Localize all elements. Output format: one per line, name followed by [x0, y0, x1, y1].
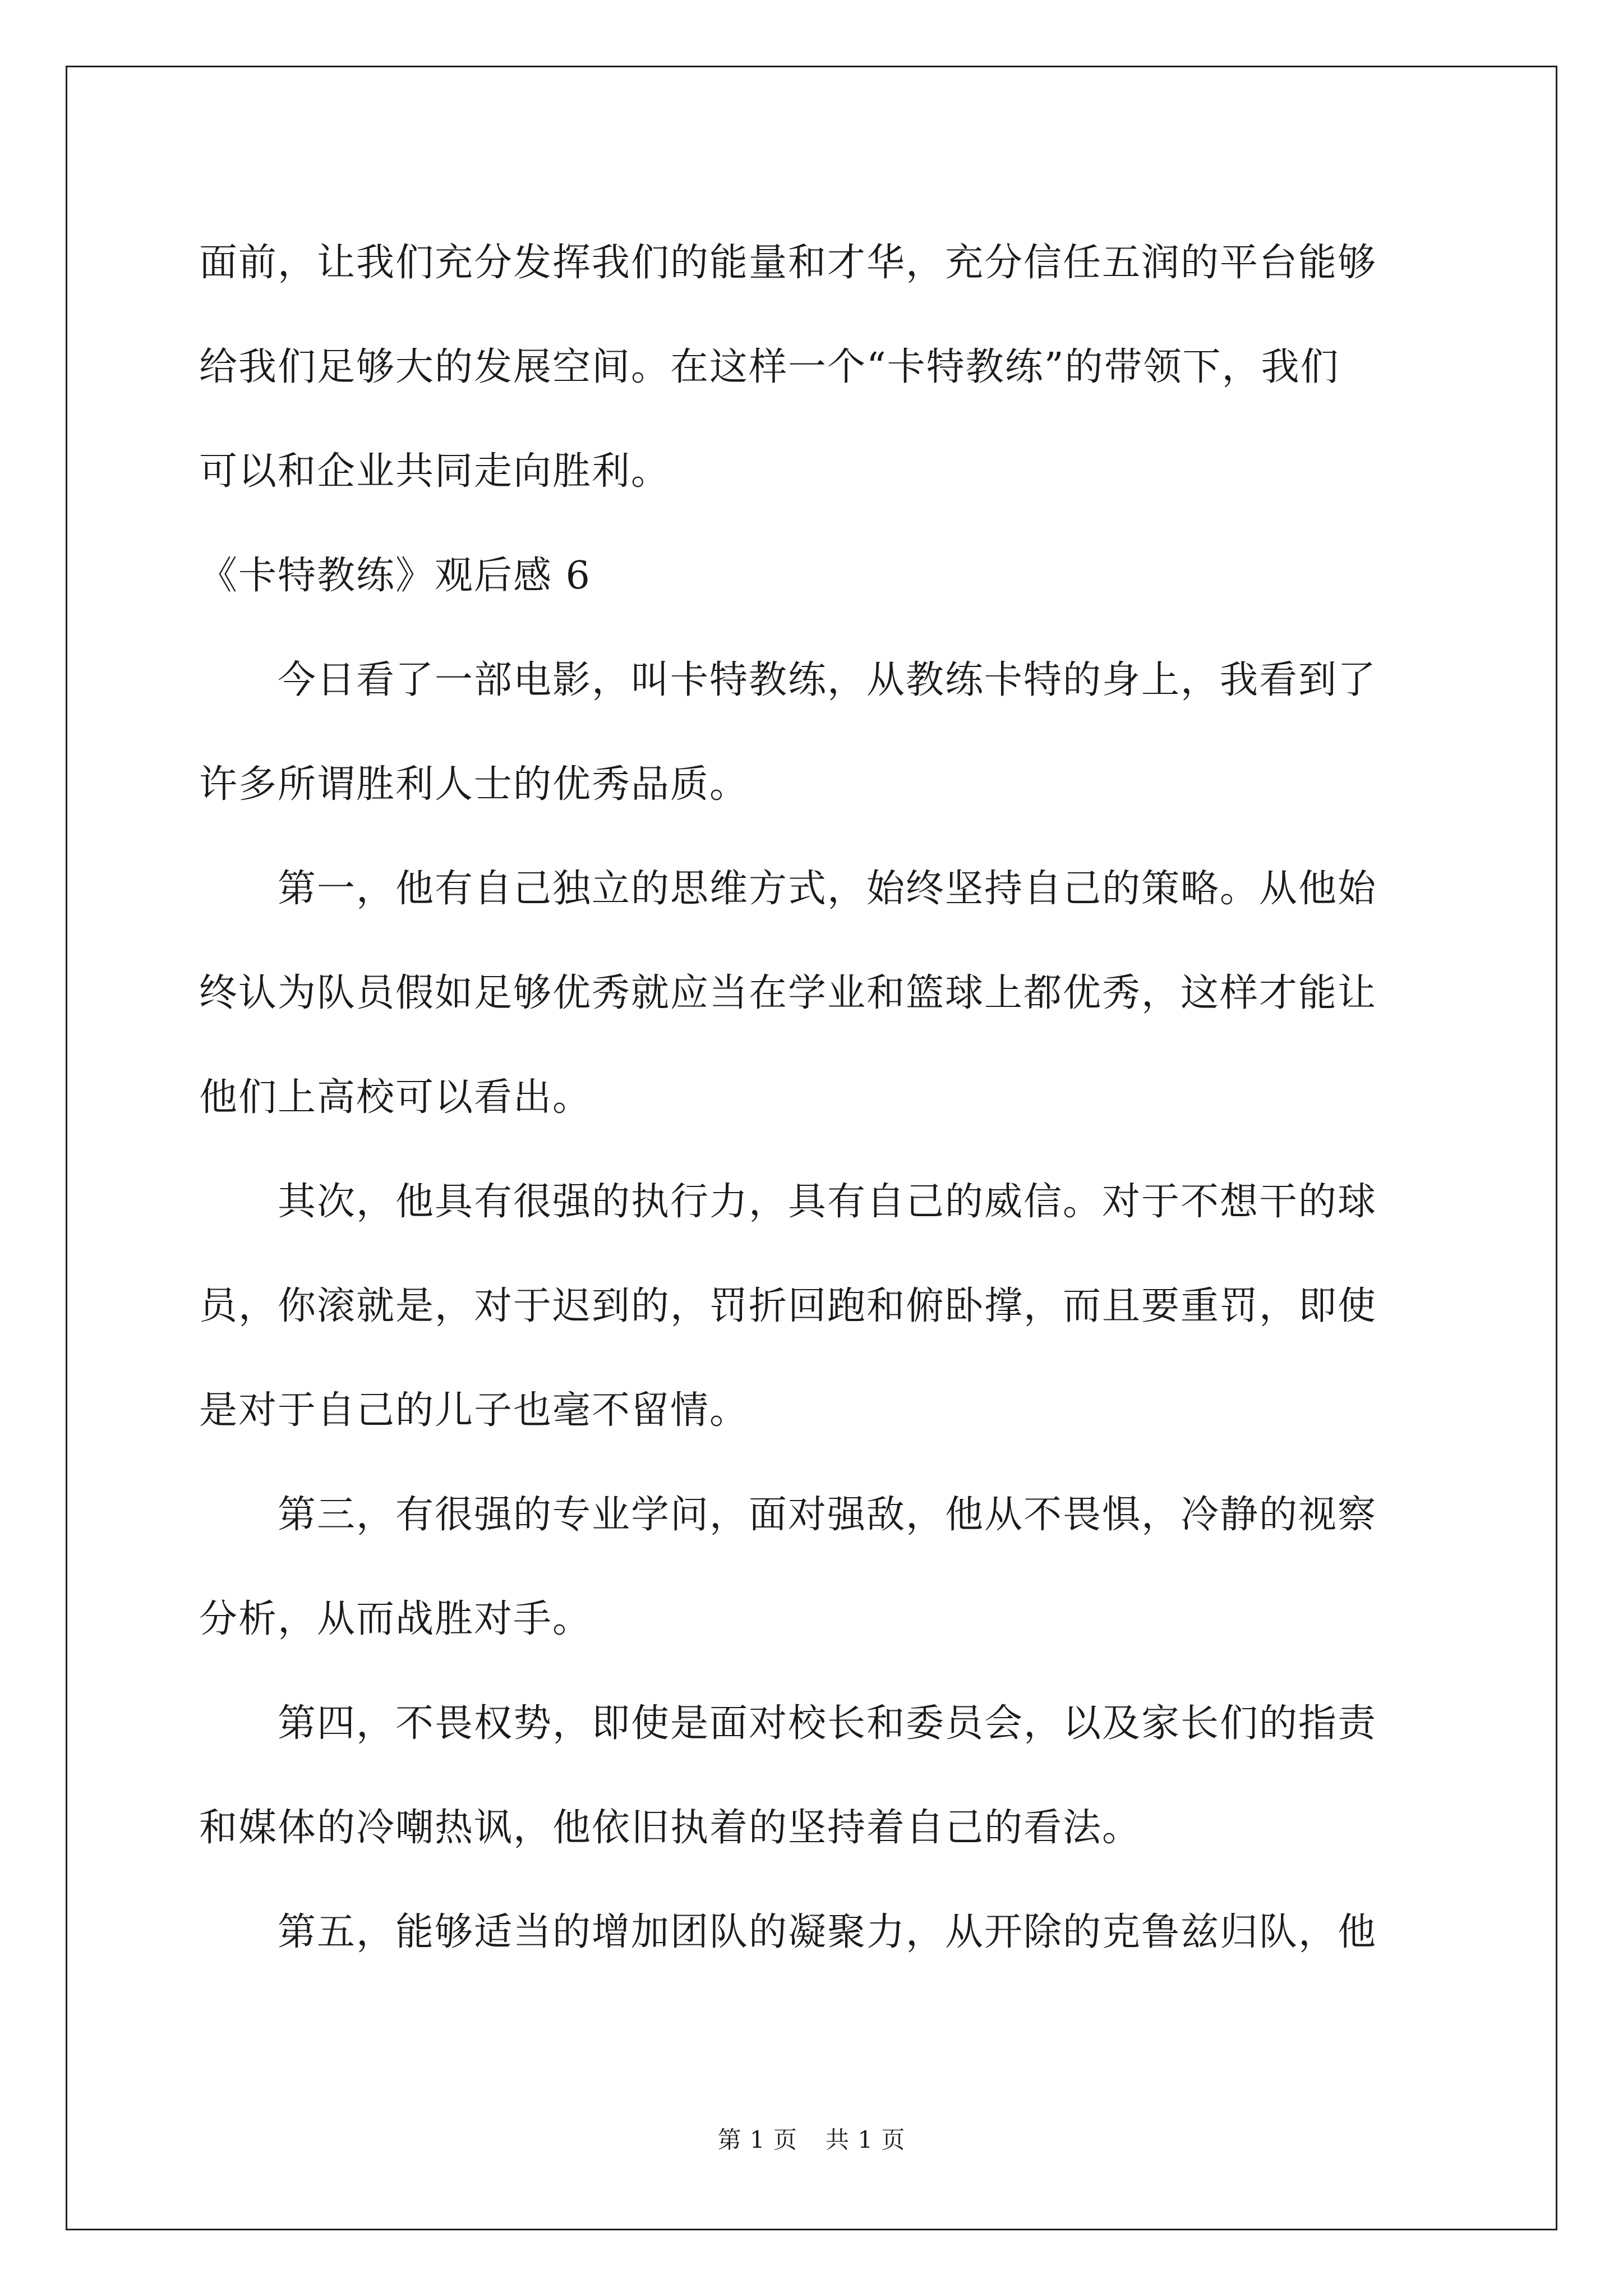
page-number-total: 共 1 页	[826, 2126, 906, 2154]
document-body	[199, 211, 1433, 1985]
section-heading: 《卡特教练》观后感 6	[199, 554, 591, 598]
text-line-3: 可以和企业共同走向胜利。	[199, 449, 671, 494]
page-footer	[0, 2122, 1623, 2155]
text-line-2: 给我们足够大的发展空间。在这样一个“卡特教练”的带领下，我们	[199, 345, 1340, 389]
paragraph-third-line-2: 分析，从而战胜对手。	[199, 1597, 592, 1641]
paragraph-fourth-line-1: 第四，不畏权势，即使是面对校长和委员会，以及家长们的指责	[278, 1701, 1377, 1746]
paragraph-third-line-1: 第三，有很强的专业学问，面对强敌，他从不畏惧，冷静的视察	[278, 1493, 1377, 1537]
page-number-current: 第 1 页	[717, 2126, 797, 2154]
paragraph-second-line-1: 其次，他具有很强的执行力，具有自己的威信。对于不想干的球	[278, 1180, 1377, 1224]
paragraph-first-line-3: 他们上高校可以看出。	[199, 1075, 592, 1120]
text-line-1: 面前，让我们充分发挥我们的能量和才华，充分信任五润的平台能够	[199, 241, 1377, 285]
paragraph-intro-line-1: 今日看了一部电影，叫卡特教练，从教练卡特的身上，我看到了	[278, 658, 1377, 702]
paragraph-fourth-line-2: 和媒体的冷嘲热讽，他依旧执着的坚持着自己的看法。	[199, 1806, 1142, 1850]
paragraph-first-line-1: 第一，他有自己独立的思维方式，始终坚持自己的策略。从他始	[278, 867, 1377, 911]
paragraph-second-line-3: 是对于自己的儿子也毫不留情。	[199, 1388, 749, 1433]
paragraph-first-line-2: 终认为队员假如足够优秀就应当在学业和篮球上都优秀，这样才能让	[199, 971, 1377, 1015]
paragraph-second-line-2: 员，你滚就是，对于迟到的，罚折回跑和俯卧撑，而且要重罚，即使	[199, 1284, 1377, 1328]
paragraph-fifth-line-1: 第五，能够适当的增加团队的凝聚力，从开除的克鲁兹归队，他	[278, 1910, 1377, 1954]
paragraph-intro-line-2: 许多所谓胜利人士的优秀品质。	[199, 762, 749, 807]
